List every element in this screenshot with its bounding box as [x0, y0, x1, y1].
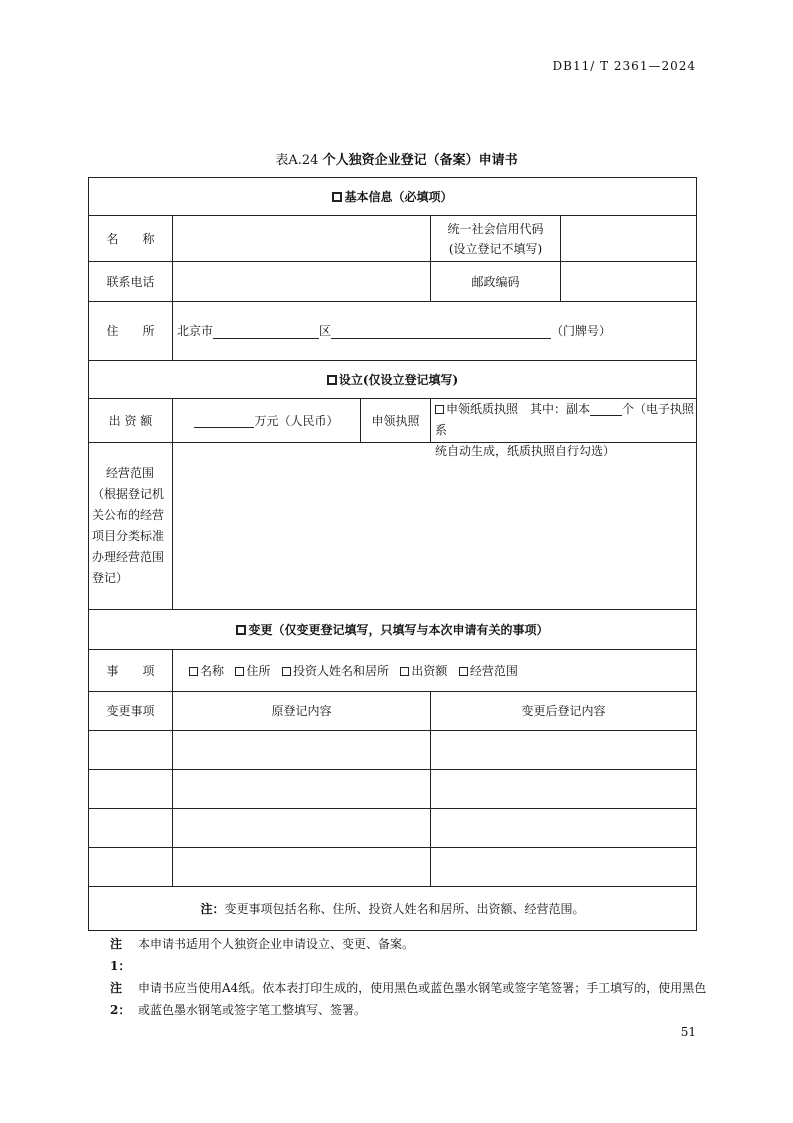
new-cell[interactable]: [431, 848, 696, 886]
license-field: 申领纸质执照 其中：副本 个（电子执照系 统自动生成，纸质执照自行勾选）: [435, 402, 695, 458]
name-field[interactable]: [173, 216, 431, 261]
change-items-options: [173, 650, 696, 691]
checkbox-setup[interactable]: [327, 375, 337, 385]
option-investor[interactable]: 投资人姓名和居所: [282, 661, 389, 681]
business-scope-row: [89, 443, 696, 610]
footnotes: [110, 933, 710, 1021]
checkbox-change[interactable]: [236, 625, 246, 635]
setup-heading-row: [89, 361, 696, 399]
original-cell[interactable]: [173, 809, 431, 847]
basic-info-heading: 基本信息（必填项）: [89, 178, 696, 215]
change-table-header: [89, 692, 696, 731]
capital-field[interactable]: 万元（人民币）: [173, 399, 361, 442]
credit-code-field[interactable]: [561, 216, 696, 261]
new-cell[interactable]: [431, 770, 696, 808]
address-field[interactable]: 北京市 区 （门牌号）: [177, 324, 612, 338]
form-title-text: 个人独资企业登记（备案）申请书: [322, 153, 518, 168]
change-item-cell[interactable]: [89, 731, 173, 769]
table-row: [89, 848, 696, 887]
basic-info-heading-row: [89, 178, 696, 216]
business-scope-label: 经营范围 （根据登记机 关公布的经营 项目分类标准 办理经营范围 登记）: [89, 443, 173, 609]
setup-heading: 设立(仅设立登记填写): [89, 361, 696, 398]
change-item-cell[interactable]: [89, 848, 173, 886]
original-cell[interactable]: [173, 848, 431, 886]
change-heading-row: [89, 610, 696, 650]
license-label: 申领执照: [361, 399, 431, 442]
new-cell[interactable]: [431, 731, 696, 769]
change-note-row: [89, 887, 696, 930]
option-scope[interactable]: 经营范围: [459, 661, 518, 681]
address-label: 住 所: [89, 302, 173, 360]
new-cell[interactable]: [431, 809, 696, 847]
footnote-2: 注2： 申请书应当使用A4纸。依本表打印生成的，使用黑色或蓝色墨水钢笔或签字笔签署；手工填写的，使用黑色 或蓝色墨水钢笔或签字笔工整填写、签署。: [110, 981, 707, 1017]
original-cell[interactable]: [173, 731, 431, 769]
capital-row: [89, 399, 696, 458]
standard-code: DB11/ T 2361—2024: [552, 59, 696, 73]
change-item-cell[interactable]: [89, 809, 173, 847]
table-row: [89, 731, 696, 770]
col-original: 原登记内容: [173, 692, 431, 730]
change-items-row: [89, 650, 696, 692]
table-row: [89, 809, 696, 848]
table-number: 表A.24: [275, 153, 319, 168]
name-row: [89, 216, 696, 262]
table-row: [89, 770, 696, 809]
option-address[interactable]: 住所: [235, 661, 270, 681]
business-scope-field[interactable]: [173, 443, 696, 609]
option-name[interactable]: 名称: [189, 661, 224, 681]
postcode-field[interactable]: [561, 262, 696, 301]
change-item-cell[interactable]: [89, 770, 173, 808]
phone-label: 联系电话: [89, 262, 173, 301]
postcode-label: 邮政编码: [431, 262, 561, 301]
phone-field[interactable]: [173, 262, 431, 301]
checkbox-paper-license[interactable]: [435, 405, 444, 414]
change-heading: 变更（仅变更登记填写，只填写与本次申请有关的事项）: [89, 610, 696, 649]
change-items-label: 事 项: [89, 650, 173, 691]
footnote-1: 注1： 本申请书适用个人独资企业申请设立、变更、备案。: [110, 937, 415, 973]
phone-row: [89, 262, 696, 302]
capital-label: 出 资 额: [89, 399, 173, 442]
credit-code-label: 统一社会信用代码 (设立登记不填写): [431, 216, 561, 261]
checkbox-basic-info[interactable]: [332, 192, 342, 202]
copies-blank[interactable]: [590, 401, 622, 416]
page-number: 51: [680, 1025, 696, 1039]
street-blank[interactable]: [331, 324, 551, 339]
address-row: [89, 302, 696, 361]
option-capital[interactable]: 出资额: [400, 661, 447, 681]
capital-blank[interactable]: [194, 413, 254, 428]
col-new: 变更后登记内容: [521, 704, 606, 718]
application-form: [88, 177, 697, 931]
col-change-item: 变更事项: [89, 692, 173, 730]
change-note: 注： 变更事项包括名称、住所、投资人姓名和居所、出资额、经营范围。: [200, 901, 585, 916]
name-label: 名 称: [89, 216, 173, 261]
district-blank[interactable]: [213, 324, 319, 339]
original-cell[interactable]: [173, 770, 431, 808]
form-title: [0, 149, 793, 168]
